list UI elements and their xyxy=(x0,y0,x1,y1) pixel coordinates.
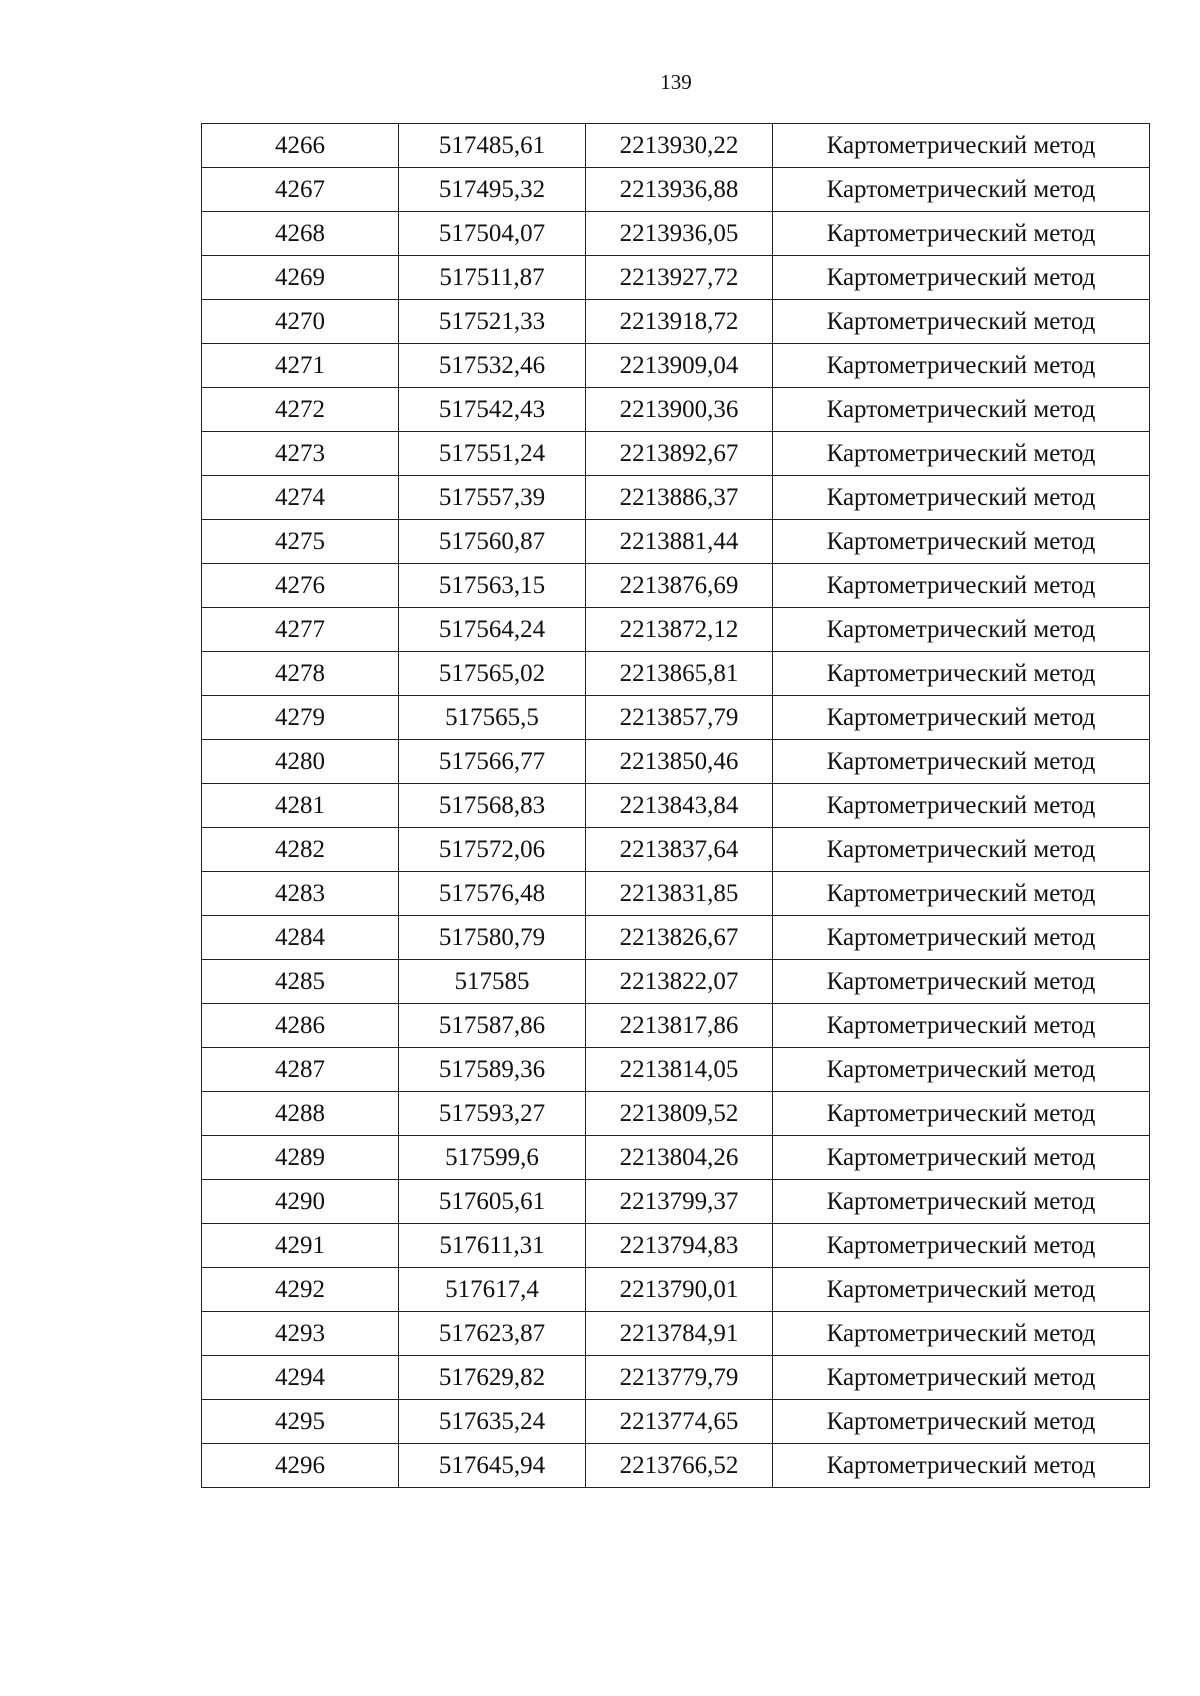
table-row xyxy=(202,696,1150,740)
table-row xyxy=(202,652,1150,696)
x-coordinate-cell: 517511,87 xyxy=(399,256,586,300)
method-cell: Картометрический метод xyxy=(773,1312,1150,1356)
y-coordinate-cell: 2213794,83 xyxy=(586,1224,773,1268)
method-cell: Картометрический метод xyxy=(773,1268,1150,1312)
y-coordinate-cell: 2213784,91 xyxy=(586,1312,773,1356)
point-number-cell: 4271 xyxy=(202,344,399,388)
table-row xyxy=(202,1048,1150,1092)
y-coordinate-cell: 2213774,65 xyxy=(586,1400,773,1444)
table-row xyxy=(202,1356,1150,1400)
method-cell: Картометрический метод xyxy=(773,256,1150,300)
point-number-cell: 4286 xyxy=(202,1004,399,1048)
x-coordinate-cell: 517605,61 xyxy=(399,1180,586,1224)
method-cell: Картометрический метод xyxy=(773,124,1150,168)
y-coordinate-cell: 2213927,72 xyxy=(586,256,773,300)
point-number-cell: 4266 xyxy=(202,124,399,168)
method-cell: Картометрический метод xyxy=(773,344,1150,388)
y-coordinate-cell: 2213814,05 xyxy=(586,1048,773,1092)
y-coordinate-cell: 2213936,05 xyxy=(586,212,773,256)
table-row xyxy=(202,872,1150,916)
method-cell: Картометрический метод xyxy=(773,388,1150,432)
y-coordinate-cell: 2213918,72 xyxy=(586,300,773,344)
point-number-cell: 4274 xyxy=(202,476,399,520)
table-row xyxy=(202,1224,1150,1268)
y-coordinate-cell: 2213837,64 xyxy=(586,828,773,872)
x-coordinate-cell: 517580,79 xyxy=(399,916,586,960)
y-coordinate-cell: 2213857,79 xyxy=(586,696,773,740)
point-number-cell: 4269 xyxy=(202,256,399,300)
table-row xyxy=(202,608,1150,652)
table-row xyxy=(202,784,1150,828)
point-number-cell: 4294 xyxy=(202,1356,399,1400)
point-number-cell: 4288 xyxy=(202,1092,399,1136)
method-cell: Картометрический метод xyxy=(773,960,1150,1004)
method-cell: Картометрический метод xyxy=(773,740,1150,784)
x-coordinate-cell: 517563,15 xyxy=(399,564,586,608)
x-coordinate-cell: 517623,87 xyxy=(399,1312,586,1356)
y-coordinate-cell: 2213799,37 xyxy=(586,1180,773,1224)
method-cell: Картометрический метод xyxy=(773,1136,1150,1180)
table-row xyxy=(202,960,1150,1004)
point-number-cell: 4295 xyxy=(202,1400,399,1444)
point-number-cell: 4290 xyxy=(202,1180,399,1224)
table-row xyxy=(202,300,1150,344)
x-coordinate-cell: 517551,24 xyxy=(399,432,586,476)
x-coordinate-cell: 517593,27 xyxy=(399,1092,586,1136)
table-row xyxy=(202,564,1150,608)
y-coordinate-cell: 2213930,22 xyxy=(586,124,773,168)
y-coordinate-cell: 2213909,04 xyxy=(586,344,773,388)
x-coordinate-cell: 517557,39 xyxy=(399,476,586,520)
method-cell: Картометрический метод xyxy=(773,608,1150,652)
point-number-cell: 4273 xyxy=(202,432,399,476)
method-cell: Картометрический метод xyxy=(773,168,1150,212)
y-coordinate-cell: 2213876,69 xyxy=(586,564,773,608)
y-coordinate-cell: 2213881,44 xyxy=(586,520,773,564)
y-coordinate-cell: 2213822,07 xyxy=(586,960,773,1004)
table-row xyxy=(202,1444,1150,1488)
method-cell: Картометрический метод xyxy=(773,212,1150,256)
method-cell: Картометрический метод xyxy=(773,916,1150,960)
x-coordinate-cell: 517568,83 xyxy=(399,784,586,828)
method-cell: Картометрический метод xyxy=(773,872,1150,916)
method-cell: Картометрический метод xyxy=(773,564,1150,608)
method-cell: Картометрический метод xyxy=(773,1224,1150,1268)
point-number-cell: 4276 xyxy=(202,564,399,608)
table-row xyxy=(202,1136,1150,1180)
method-cell: Картометрический метод xyxy=(773,300,1150,344)
x-coordinate-cell: 517611,31 xyxy=(399,1224,586,1268)
method-cell: Картометрический метод xyxy=(773,696,1150,740)
point-number-cell: 4284 xyxy=(202,916,399,960)
y-coordinate-cell: 2213779,79 xyxy=(586,1356,773,1400)
y-coordinate-cell: 2213900,36 xyxy=(586,388,773,432)
method-cell: Картометрический метод xyxy=(773,784,1150,828)
x-coordinate-cell: 517560,87 xyxy=(399,520,586,564)
x-coordinate-cell: 517565,5 xyxy=(399,696,586,740)
point-number-cell: 4272 xyxy=(202,388,399,432)
coordinates-table-body xyxy=(202,124,1150,1488)
x-coordinate-cell: 517521,33 xyxy=(399,300,586,344)
y-coordinate-cell: 2213850,46 xyxy=(586,740,773,784)
point-number-cell: 4293 xyxy=(202,1312,399,1356)
method-cell: Картометрический метод xyxy=(773,1444,1150,1488)
method-cell: Картометрический метод xyxy=(773,432,1150,476)
x-coordinate-cell: 517564,24 xyxy=(399,608,586,652)
table-row xyxy=(202,828,1150,872)
method-cell: Картометрический метод xyxy=(773,1356,1150,1400)
y-coordinate-cell: 2213831,85 xyxy=(586,872,773,916)
table-row xyxy=(202,212,1150,256)
point-number-cell: 4280 xyxy=(202,740,399,784)
point-number-cell: 4277 xyxy=(202,608,399,652)
x-coordinate-cell: 517617,4 xyxy=(399,1268,586,1312)
method-cell: Картометрический метод xyxy=(773,1092,1150,1136)
x-coordinate-cell: 517566,77 xyxy=(399,740,586,784)
point-number-cell: 4275 xyxy=(202,520,399,564)
table-row xyxy=(202,916,1150,960)
table-row xyxy=(202,1400,1150,1444)
x-coordinate-cell: 517587,86 xyxy=(399,1004,586,1048)
x-coordinate-cell: 517589,36 xyxy=(399,1048,586,1092)
point-number-cell: 4285 xyxy=(202,960,399,1004)
table-row xyxy=(202,1312,1150,1356)
table-row xyxy=(202,344,1150,388)
x-coordinate-cell: 517599,6 xyxy=(399,1136,586,1180)
table-row xyxy=(202,432,1150,476)
method-cell: Картометрический метод xyxy=(773,520,1150,564)
coordinates-table xyxy=(201,123,1150,1488)
method-cell: Картометрический метод xyxy=(773,1400,1150,1444)
y-coordinate-cell: 2213872,12 xyxy=(586,608,773,652)
x-coordinate-cell: 517542,43 xyxy=(399,388,586,432)
point-number-cell: 4268 xyxy=(202,212,399,256)
y-coordinate-cell: 2213886,37 xyxy=(586,476,773,520)
y-coordinate-cell: 2213892,67 xyxy=(586,432,773,476)
y-coordinate-cell: 2213809,52 xyxy=(586,1092,773,1136)
point-number-cell: 4282 xyxy=(202,828,399,872)
y-coordinate-cell: 2213804,26 xyxy=(586,1136,773,1180)
table-row xyxy=(202,1268,1150,1312)
point-number-cell: 4296 xyxy=(202,1444,399,1488)
x-coordinate-cell: 517576,48 xyxy=(399,872,586,916)
y-coordinate-cell: 2213766,52 xyxy=(586,1444,773,1488)
x-coordinate-cell: 517635,24 xyxy=(399,1400,586,1444)
y-coordinate-cell: 2213817,86 xyxy=(586,1004,773,1048)
table-row xyxy=(202,388,1150,432)
x-coordinate-cell: 517645,94 xyxy=(399,1444,586,1488)
y-coordinate-cell: 2213865,81 xyxy=(586,652,773,696)
x-coordinate-cell: 517495,32 xyxy=(399,168,586,212)
y-coordinate-cell: 2213936,88 xyxy=(586,168,773,212)
point-number-cell: 4267 xyxy=(202,168,399,212)
table-row xyxy=(202,740,1150,784)
x-coordinate-cell: 517565,02 xyxy=(399,652,586,696)
table-row xyxy=(202,476,1150,520)
point-number-cell: 4292 xyxy=(202,1268,399,1312)
point-number-cell: 4279 xyxy=(202,696,399,740)
x-coordinate-cell: 517572,06 xyxy=(399,828,586,872)
point-number-cell: 4283 xyxy=(202,872,399,916)
table-row xyxy=(202,1092,1150,1136)
method-cell: Картометрический метод xyxy=(773,1004,1150,1048)
table-row xyxy=(202,1004,1150,1048)
table-row xyxy=(202,256,1150,300)
table-row xyxy=(202,520,1150,564)
method-cell: Картометрический метод xyxy=(773,1180,1150,1224)
method-cell: Картометрический метод xyxy=(773,652,1150,696)
point-number-cell: 4287 xyxy=(202,1048,399,1092)
point-number-cell: 4291 xyxy=(202,1224,399,1268)
x-coordinate-cell: 517504,07 xyxy=(399,212,586,256)
x-coordinate-cell: 517585 xyxy=(399,960,586,1004)
point-number-cell: 4278 xyxy=(202,652,399,696)
point-number-cell: 4289 xyxy=(202,1136,399,1180)
y-coordinate-cell: 2213826,67 xyxy=(586,916,773,960)
method-cell: Картометрический метод xyxy=(773,476,1150,520)
x-coordinate-cell: 517485,61 xyxy=(399,124,586,168)
method-cell: Картометрический метод xyxy=(773,1048,1150,1092)
x-coordinate-cell: 517532,46 xyxy=(399,344,586,388)
table-row xyxy=(202,168,1150,212)
x-coordinate-cell: 517629,82 xyxy=(399,1356,586,1400)
y-coordinate-cell: 2213843,84 xyxy=(586,784,773,828)
y-coordinate-cell: 2213790,01 xyxy=(586,1268,773,1312)
point-number-cell: 4281 xyxy=(202,784,399,828)
page-number: 139 xyxy=(660,70,692,94)
point-number-cell: 4270 xyxy=(202,300,399,344)
table-row xyxy=(202,124,1150,168)
table-row xyxy=(202,1180,1150,1224)
method-cell: Картометрический метод xyxy=(773,828,1150,872)
